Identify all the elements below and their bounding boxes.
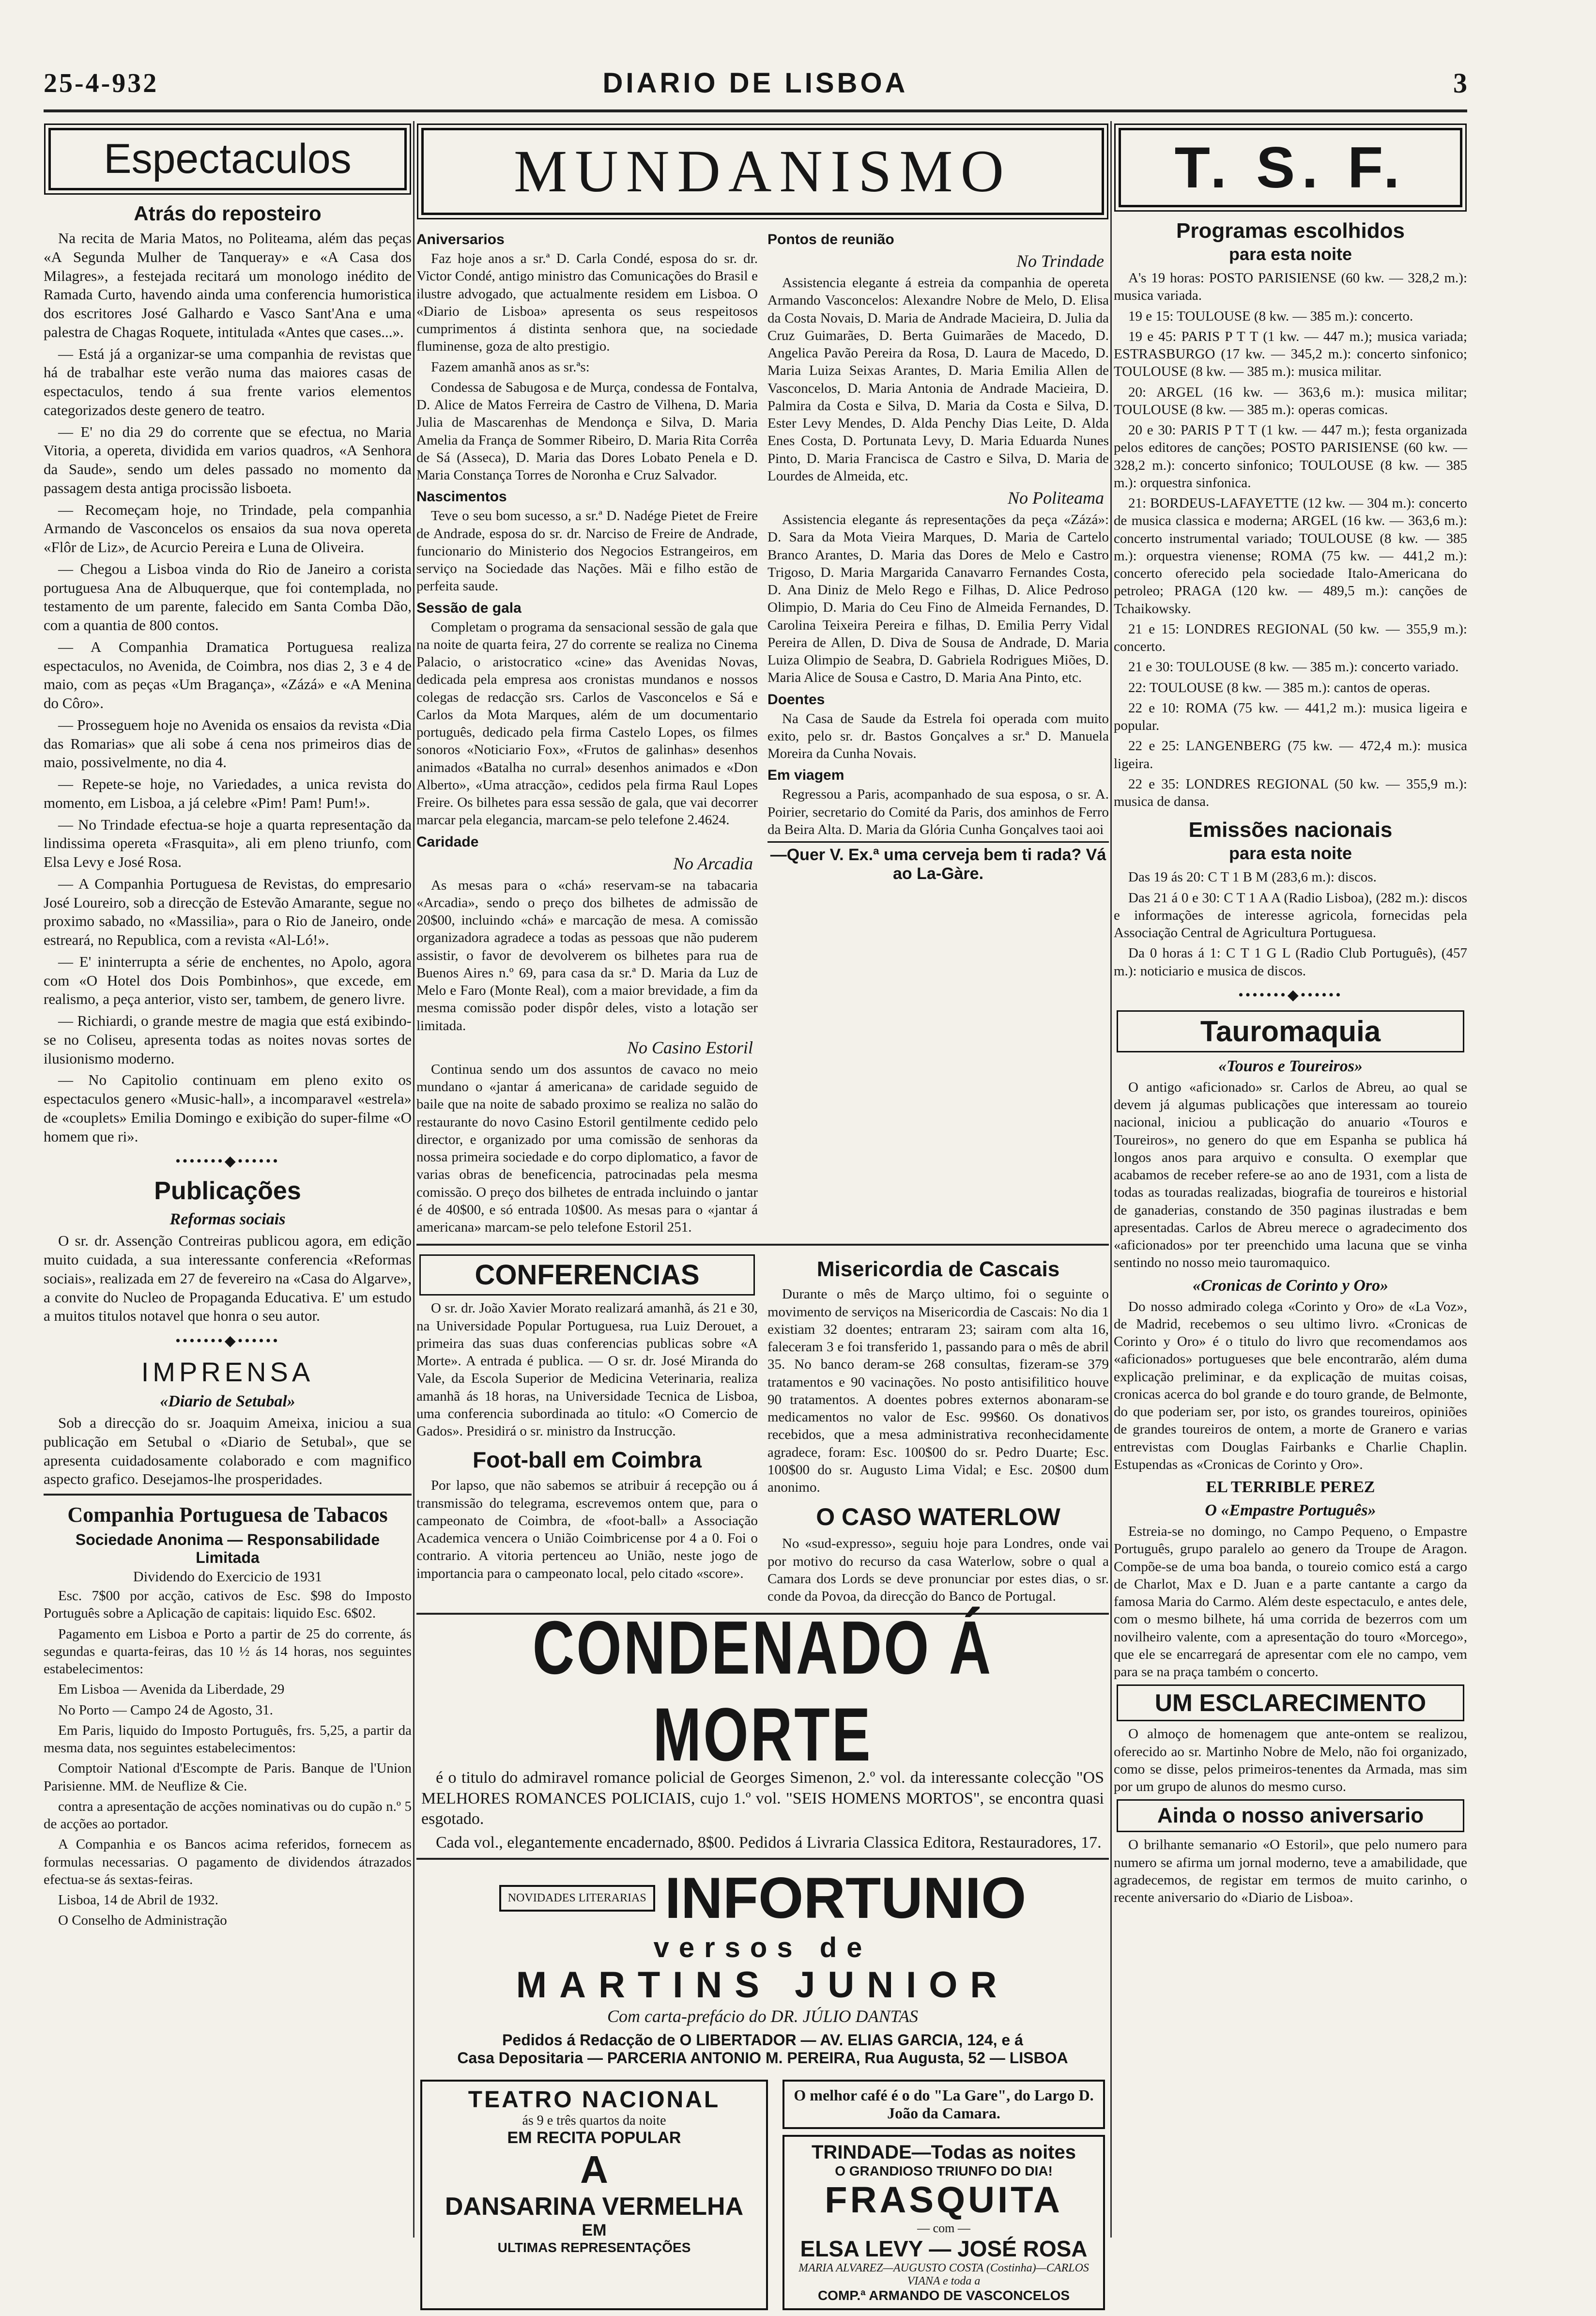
infortunio-tag: NOVIDADES LITERARIAS <box>499 1885 655 1912</box>
mundanismo-header: MUNDANISMO <box>421 128 1104 215</box>
paragraph: A Companhia e os Bancos acima referidos, fornecem as formulas necessarias. O pagamento de dividendos átrazados efectua-se ás sextas-feiras. <box>44 1837 412 1887</box>
gala-title: Sessão de gala <box>416 600 522 616</box>
trindade-location: No Trindade <box>1016 251 1104 271</box>
trindade-line2: O GRANDIOSO TRIUNFO DO DIA! <box>835 2163 1053 2179</box>
paragraph: — E' no dia 29 do corrente que se efectua, no Maria Vitoria, a opereta, dividida em varios quadros, «A Senhora da Saude», sendo um deles passado no momento da passagem desta antiga procissão lisboeta. <box>44 423 412 496</box>
trindade-title: FRASQUITA <box>825 2179 1063 2221</box>
nascimentos-text: Teve o seu bom sucesso, a sr.ª D. Nadége Pietet de Freire de Andrade, esposa do sr. dr. Narciso de Freire de Andrade, funcionario do Ministerio dos Negocios Estrangeiros, em serviço na Sociedade das Nações. Mãi e filho estão de perfeita saude. <box>416 508 758 594</box>
paragraph: Condessa de Sabugosa e de Murça, condessa de Fontalva, D. Alice de Matos Ferreira de Castro de Vilhena, D. Maria Julia de Mascarenhas de Mendonça e Silva, D. Maria Amelia da França de Sommer Ribeiro, D. Maria Rita Corrêa de Sá (Asseca), D. Maria das Dores Lobato Penela e D. Maria Constança Torres de Noronha e Cruz Salvador. <box>416 379 758 483</box>
trindade-comp: COMP.ª ARMANDO DE VASCONCELOS <box>817 2288 1070 2303</box>
cafe-ad: O melhor café é o do "La Gare", do Largo D. João da Camara. <box>783 2080 1105 2129</box>
tsf-sub: para esta noite <box>1228 244 1352 264</box>
espectaculos-header: Espectaculos <box>48 128 407 190</box>
paragraph: Comptoir National d'Escompte de Paris. Banque de l'Union Parisienne. MM. de Neuflize & Cie. <box>44 1760 412 1794</box>
misericordia-text: Durante o mês de Março ultimo, foi o seguinte o movimento de serviços na Misericordia de Cascais: No dia 1 existiam 32 doentes; entraram 23; sairam com alta 16, faleceram 3 e foi transferido 1, passando para o mês de abril 35. No banco deram-se 268 consultas, fizeram-se 379 tratamentos e 90 vacinações. No posto antisifilitico houve 90 tratamentos. A doentes pobres externos abonaram-se medicamentos no valor de Esc. 99$60. Os donativos recebidos, que a mesa administrativa reconhecidamente agradece, foram: Esc. 100$00 do sr. Pedro Duarte; Esc. 100$00 do sr. Augusto Lima Vidal; e Esc. 20$00 dum anonimo. <box>767 1286 1109 1495</box>
reuniao-title: Pontos de reunião <box>767 232 894 247</box>
politeama-location: No Politeama <box>1008 488 1104 508</box>
masthead-rule <box>44 109 1467 112</box>
waterloo-text: No «sud-expresso», seguiu hoje para Londres, onde vai por motivo do recurso da casa Waterlow, sobre o qual a Camara dos Lords se deve pronunciar por estes dias, o sr. conde da Povoa, da direcção do Banco de Portugal. <box>767 1536 1109 1604</box>
paragraph: Fazem amanhã anos as sr.ªs: <box>431 359 590 375</box>
paragraph: 22: TOULOUSE (8 kw. — 385 m.): cantos de operas. <box>1128 679 1430 695</box>
column-left <box>44 121 412 2238</box>
publicacoes-sub: Reformas sociais <box>169 1210 286 1229</box>
newspaper-title: DIARIO DE LISBOA <box>602 67 908 99</box>
paragraph: 19 e 15: TOULOUSE (8 kw. — 385 m.): concerto. <box>1128 308 1413 324</box>
caridade-location: No Arcadia <box>673 853 753 873</box>
paragraph: Esc. 7$00 por acção, cativos de Esc. $98 do Imposto Português sobre a Aplicação de capitais: liquido Esc. 6$02. <box>44 1588 412 1621</box>
tauromaquia-text2: Do nosso admirado colega «Corinto y Oro» de «La Voz», de Madrid, recebemos o seu ultimo livro. «Cronicas de Corinto y Oro» é o titulo do livro que recomendamos aos «aficionados» portugueses que bele encontrarão, além duma explicação preliminar, e da explicação de muitas coisas, cronicas acerca do bol grande e do touro grande, de Belmonte, do que poderiam ser, por isto, os grandes toureiros, opiniões de grandes toureiros de ontem, a morte de Granero e varias entrevistas com Douglas Fairbanks e Charlie Chaplin. Estupendas as «Cronicas de Corinto y Oro». <box>1114 1298 1467 1472</box>
infortunio-orders1: Pedidos á Redacção de O LIBERTADOR — AV. ELIAS GARCIA, 124, e á <box>502 2031 1023 2049</box>
teatro-title: TEATRO NACIONAL <box>468 2087 721 2113</box>
teatro-play: DANSARINA VERMELHA <box>445 2192 744 2221</box>
publicacoes-text: O sr. dr. Assenção Contreiras publicou agora, em edição muito cuidada, a sua interessante conferencia «Reformas sociais», realizada em 27 de fevereiro na «Casa do Algarve», a convite do Nucleo de Propaganda Educativa. E' um estudo a muitos titulos notavel que honra o seu autor. <box>44 1232 412 1325</box>
ornament-divider: •••••••◆•••••• <box>175 1333 280 1349</box>
paragraph: Das 19 ás 20: C T 1 B M (283,6 m.): discos. <box>1128 869 1377 885</box>
emissoes-title: Emissões nacionais <box>1188 818 1393 842</box>
paragraph: Da 0 horas á 1: C T 1 G L (Radio Club Português), (457 m.): noticiario e musica de discos. <box>1114 945 1467 979</box>
paragraph: — Está já a organizar-se uma companhia de revistas que há de trabalhar este verão numa das maiores casas de espectaculos, tendo á sua frente varios elementos categorizados deste genero de teatro. <box>44 345 412 418</box>
teatro-recita: EM RECITA POPULAR <box>507 2129 681 2147</box>
estoril-text: Continua sendo um dos assuntos de cavaco no meio mundano o «jantar á americana» de caridade seguido de baile que na noite de sabado proximo se realiza no salão do restaurante do novo Casino Estoril gentilmente cedido pelo director, e organizado por uma comissão de senhoras da nossa primeira sociedade e do corpo diplomatico, a favor de varias obras de beneficencia, patrocinadas pela mesma comissão. O preço dos bilhetes de entrada incluindo o jantar é de 40$00, e só entrada 10$00. As mesas para o «jantar á americana» marcam-se pelo telefone Estoril 251. <box>416 1061 758 1235</box>
gala-text: Completam o programa da sensacional sessão de gala que na noite de quarta feira, 27 do corrente se realiza no Cinema Palacio, o aristocratico «cine» das Avenidas Novas, dedicada pela empresa aos cronistas mundanos e nossos colegas de redacção srs. Carlos de Vasconcelos e Sá e Carlos da Mota Marques, além de um documentario português, dedicado pela firma Castelo Lopes, os filmes sonoros «Noticiario Fox», «Frutos de galinhas» desenhos animados «Batalha no curral» desenhos animados e «Don Alberto», «Uma atracção», cedidos pela firma Raul Lopes Freire. Os bilhetes para essa sessão de gala, que vai decorrer marcar pela elegancia, marcam-se pelo telefone 2.4624. <box>416 619 758 828</box>
paragraph: — A Companhia Portuguesa de Revistas, do empresario José Loureiro, sob a direcção de Estevão Amarante, segue no proximo sabado, no «Massilia», para o Rio de Janeiro, onde estreará, no Republica, com a revista «Al-Ló!». <box>44 875 412 948</box>
infortunio-versos: versos de <box>653 1932 872 1964</box>
column-divider <box>1110 121 1112 2238</box>
paragraph: 21: BORDEUS-LAFAYETTE (12 kw. — 304 m.): concerto de musica classica e moderna; ARGEL (16 kw. — 363,6 m.): concerto instrumental variado; TOULOUSE (8 kw. — 385 m.): orquestra vienense; ROMA (75 kw. — 441,2 m.): concerto oferecido pela sociedade Italo-Americana do petroleo; PRAGA (120 kw. — 489,5 m.): canções de Tchaikowsky. <box>1114 495 1467 617</box>
mundanismo-body <box>416 227 1109 1239</box>
paragraph: A's 19 horas: POSTO PARISIENSE (60 kw. — 328,2 m.): musica variada. <box>1114 270 1467 304</box>
tabacos-title: Companhia Portuguesa de Tabacos <box>67 1503 388 1527</box>
tsf-title: Programas escolhidos <box>1176 219 1405 243</box>
conferencias-title: CONFERENCIAS <box>419 1254 755 1296</box>
tabacos-notice <box>44 1502 412 1930</box>
condenado-ad <box>416 1606 1109 1853</box>
paragraph: Em Paris, liquido do Imposto Português, frs. 5,25, a partir da mesma data, nos seguintes estabelecimentos: <box>44 1722 412 1756</box>
paragraph: — Prosseguem hoje no Avenida os ensaios da revista «Dia das Romarias» que ali sobe á cena nos primeiros dias de maio, possivelmente, no dia 4. <box>44 716 412 771</box>
esclarecimento-text: O almoço de homenagem que ante-ontem se realizou, oferecido ao sr. Martinho Nobre de Melo, não foi organizado, como se disse, pelos primeiros-tenentes da Armada, mas sim por um grupo de alunos do mesmo curso. <box>1114 1726 1467 1794</box>
paragraph: 20 e 30: PARIS P T T (1 kw. — 447 m.); festa organizada pelos editores de canções; POSTO PARISIENSE (60 kw. — 328,2 m.): concerto sinfonico; TOULOUSE (8 kw. — 385 m.): orquestra sinfonica. <box>1114 422 1467 491</box>
tauromaquia-sub3: EL TERRIBLE PEREZ <box>1206 1478 1375 1496</box>
paragraph: 21 e 15: LONDRES REGIONAL (50 kw. — 355,9 m.): concerto. <box>1114 621 1467 654</box>
column-divider <box>413 121 414 2238</box>
paragraph: — E' ininterrupta a série de enchentes, no Apolo, agora com «O Hotel dos Dois Pombinhos», que excede, em realismo, a peça anterior, visto ser, tambem, de genero livre. <box>44 953 412 1008</box>
estoril-location: No Casino Estoril <box>627 1037 753 1057</box>
infortunio-author: MARTINS JUNIOR <box>516 1964 1010 2006</box>
trindade-com: — com — <box>917 2221 970 2236</box>
tauromaquia-sub2: «Cronicas de Corinto y Oro» <box>1192 1276 1389 1295</box>
trindade-text: Assistencia elegante á estreia da companhia de opereta Armando Vasconcelos: Alexandre Nobre de Melo, D. Elisa da Costa Novais, D. Maria de Andrade Macieira, D. Julia da Cruz Guimarães, D. Berta Guimarães de Macedo, D. Angelica Pavão Pereira da Rosa, D. Laura de Macedo, D. Maria Luiza Seixas Arantes, D. Maria Emilia Allen de Vasconcelos, D. Maria Antonia de Andrade Macieira, D. Palmira da Costa e Silva, D. Maria da Costa e Silva, D. Ester Levy Mendes, D. Alda Penchy Dias Leite, D. Alda Enes Costa, D. Portunata Levy, D. Maria Eduarda Nunes Pinto, D. Maria Francisca de Castro e Silva, D. Maria de Lourdes de Almeida, etc. <box>767 275 1109 484</box>
condenado-price: Cada vol., elegantemente encadernado, 8$00. Pedidos á Livraria Classica Editora, Restauradores, 17. <box>436 1833 1102 1852</box>
ornament-divider: •••••••◆•••••• <box>1238 987 1343 1003</box>
paragraph: Faz hoje anos a sr.ª D. Carla Condé, esposa do sr. dr. Victor Condé, antigo ministro das Comunicações do Brasil e ilustre advogado, que actualmente residem em Lisboa. O «Diario de Lisboa» apresenta os seus respeitosos cumprimentos á distinta senhora que, na sociedade fluminense, goza de alto prestigio. <box>416 251 758 355</box>
aniversario-text: O brilhante semanario «O Estoril», que pelo numero para numero se afirma um jornal moderno, teve a amabilidade, que agradecemos, de registar em termos de muito carinho, o recente aniversario do «Diario de Lisboa». <box>1114 1837 1467 1905</box>
column-center <box>416 121 1109 2303</box>
football-text: Por lapso, que não sabemos se atribuir á recepção ou á transmissão do telegrama, escrevemos ontem que, para o campeonato de Coimbra, de «foot-ball» a Associação Academica vencera o União Coimbricense por 4 a 0. Foi o contrario. A vitoria pertenceu ao União, neste jogo de importancia para o campeonato local, pelo citado «score». <box>416 1478 758 1581</box>
paragraph: 22 e 35: LONDRES REGIONAL (50 kw. — 355,9 m.): musica de dansa. <box>1114 776 1467 809</box>
paragraph: Lisboa, 14 de Abril de 1932. <box>58 1892 219 1908</box>
emissoes-sub: para esta noite <box>1228 843 1352 864</box>
paragraph: 19 e 45: PARIS P T T (1 kw. — 447 m.); musica variada; ESTRASBURGO (17 kw. — 345,2 m.): concerto sinfonico; TOULOUSE (8 kw. — 385 m.): musica militar. <box>1114 328 1467 380</box>
teatro-last: ULTIMAS REPRESENTAÇÕES <box>497 2240 691 2255</box>
imprensa-title: IMPRENSA <box>141 1357 314 1387</box>
trindade-ad <box>783 2135 1105 2310</box>
paragraph: Das 21 á 0 e 30: C T 1 A A (Radio Lisboa), (282 m.): discos e informações de interesse agricola, fornecidas pela Associação Central de Agricultura Portuguesa. <box>1114 890 1467 941</box>
paragraph: — A Companhia Dramatica Portuguesa realiza espectaculos, no Avenida, de Coimbra, nos dias 2, 3 e 4 de maio, com as peças «Um Bragança», «Zázá» e «A Menina do Côro». <box>44 638 412 711</box>
page-number: 3 <box>1453 67 1467 99</box>
tauromaquia-title: Tauromaquia <box>1117 1010 1464 1052</box>
cerveja-ad: —Quer V. Ex.ª uma cerveja bem ti rada? Vá ao La-Gàre. <box>767 841 1109 883</box>
imprensa-sub: «Diario de Setubal» <box>160 1392 295 1410</box>
teatro-time: ás 9 e três quartos da noite <box>522 2113 666 2129</box>
caridade-title: Caridade <box>416 834 479 850</box>
paragraph: 22 e 10: ROMA (75 kw. — 441,2 m.): musica ligeira e popular. <box>1114 700 1467 733</box>
paragraph: — No Capitolio continuam em pleno exito os espectaculos genero «Music-hall», a incomparavel «estrela» de «couplets» Emilia Domingo e exibição do super-filme «O homem que ri». <box>44 1071 412 1145</box>
waterloo-title: O CASO WATERLOW <box>816 1503 1060 1531</box>
publicacoes-title: Publicações <box>154 1177 301 1205</box>
football-title: Foot-ball em Coimbra <box>473 1447 702 1473</box>
tsf-header: T. S. F. <box>1119 128 1462 207</box>
tauromaquia-text3: Estreia-se no domingo, no Campo Pequeno, o Empastre Português, grupo paralelo ao genero da Troupe de Aragon. Compõe-se de uma boa banda, o toureio comico está a cargo de Charlot, Max e D. Juan e a parte cantante a cargo da famosa Maria do Carmo. Além deste espectaculo, e antes dele, com o mesmo bilhete, há uma corrida de bezerros com um novilheiro valente, com a apresentação do touro «Morcego», que ele se encarregará de apresentar com ele no campo, vem para se na praça também o concerto. <box>1114 1524 1467 1680</box>
paragraph: 20: ARGEL (16 kw. — 363,6 m.): musica militar; TOULOUSE (8 kw. — 385 m.): operas comicas. <box>1114 384 1467 417</box>
condenado-title: CONDENADO Á MORTE <box>532 1606 993 1777</box>
infortunio-ad <box>416 1865 1109 2067</box>
infortunio-orders2: Casa Depositaria — PARCERIA ANTONIO M. PEREIRA, Rua Augusta, 52 — LISBOA <box>457 2049 1068 2067</box>
paragraph: 21 e 30: TOULOUSE (8 kw. — 385 m.): concerto variado. <box>1128 659 1459 675</box>
politeama-text: Assistencia elegante ás representações da peça «Zázá»: D. Sara da Mota Vieira Marques, D. Maria de Cartelo Branco Arantes, D. Maria das Dores de Melo e Castro Trigoso, D. Maria Margarida Canavarro Fernandes Costa, D. Ana Diniz de Melo Rego e Filhas, D. Alice Pedroso Olimpio, D. Maria do Ceu Fino de Almeida Fernandes, D. Carolina Teixeira Pereira e filhas, D. Emilia Perry Vidal Pereira de Allen, D. Diva de Sousa de Andrade, D. Maria Luiza Olimpio de Seabra, D. Gabriela Rodrigues Miões, D. Maria Alice de Sousa e Castro, D. Maria Ana Pinto, etc. <box>767 512 1109 686</box>
paragraph: — Repete-se hoje, no Variedades, a unica revista do momento, em Lisboa, a já celebre «Pim! Pam! Pum!». <box>44 775 412 811</box>
esclarecimento-title: UM ESCLARECIMENTO <box>1117 1684 1464 1721</box>
paragraph: Pagamento em Lisboa e Porto a partir de 25 do corrente, ás segundas e quarta-feiras, das 10 ½ ás 14 horas, nos seguintes estabelecimentos: <box>44 1626 412 1677</box>
nascimentos-title: Nascimentos <box>416 489 507 505</box>
tauromaquia-text1: O antigo «aficionado» sr. Carlos de Abreu, ao qual se devem já algumas publicações que interessam ao toureio nacional, iniciou a publicação do anuario «Touros e Toureiros», no genero do que em Espanha se publica há longos anos para arquivo e consulta. O exemplar que acabamos de receber refere-se ao ano de 1931, com a lista de todas as touradas realizadas, biografia de toureiros e historial de ganaderias, constando de 350 paginas ilustradas e bem apresentadas. Carlos de Abreu merece o agradecimento dos «aficionados» por ter preenchido uma lacuna que se vinha sentindo no nosso meio tauromaquico. <box>1114 1079 1467 1271</box>
paragraph: 22 e 25: LANGENBERG (75 kw. — 472,4 m.): musica ligeira. <box>1114 738 1467 772</box>
doentes-title: Doentes <box>767 691 825 708</box>
condenado-text: é o titulo do admiravel romance policial de Georges Simenon, 2.º vol. da interessante colecção "OS MELHORES ROMANCES POLICIAIS, cujo 1.º vol. "SEIS HOMENS MORTOS", se encontra quasi esgotado. <box>421 1769 1104 1828</box>
paragraph: No Porto — Campo 24 de Agosto, 31. <box>58 1702 273 1718</box>
viagem-title: Em viagem <box>767 767 844 784</box>
conferencias-text: O sr. dr. João Xavier Morato realizará amanhã, ás 21 e 30, na Universidade Popular Portuguesa, rua Luiz Derouet, a primeira das suas duas conferencias publicas sobre «A Morte». A entrada é publica. — O sr. dr. José Miranda do Vale, da Escola Superior de Medicina Veterinaria, realiza amanhã ás 18 horas, na Universidade Tecnica de Lisboa, uma conferencia subordinada ao titulo: «O Comercio de Gados». Presidirá o sr. ministro da Instrucção. <box>416 1300 758 1439</box>
issue-date: 25-4-932 <box>44 68 159 98</box>
column-right <box>1114 121 1467 2238</box>
tauromaquia-sub1: «Touros e Toureiros» <box>1218 1057 1363 1075</box>
paragraph: contra a apresentação de acções nominativas ou do cupão n.º 5 de acções ao portador. <box>44 1798 412 1832</box>
espectaculos-article <box>44 229 412 1146</box>
paragraph: — Richiardi, o grande mestre de magia que está exibindo-se no Coliseu, apresenta todas as noites novas sortes de ilusionismo moderno. <box>44 1012 412 1067</box>
tabacos-sub: Sociedade Anonima — Responsabilidade Limitada <box>75 1531 380 1566</box>
caridade-text: As mesas para o «chá» reservam-se na tabacaria «Arcadia», sendo o preço dos bilhetes de admissão de 20$00, incluindo «chá» e marcação de mesa. A comissão organizadora agradece a todas as pessoas que não puderem assistir, o favor de devolverem os bilhetes para rua de Buenos Aires n.º 69, para casa da sr.ª D. Maria da Luz de Melo e Faro (Monte Real), com a maior brevidade, a fim da mesma comissão poder dispôr deles, visto a lotação ser limitada. <box>416 877 758 1034</box>
masthead <box>44 63 1467 102</box>
teatro-ad <box>420 2080 768 2310</box>
paragraph: Na recita de Maria Matos, no Politeama, além das peças «A Segunda Mulher de Tanqueray» e «A Casa dos Milagres», a festejada recitará um monologo inédito de Ramada Curto, havendo ainda uma conferencia humoristica dos escritores José Galhardo e Vasco Sant'Ana e uma palestra de Chagas Roquete, intitulada «Antes que cases...». <box>44 230 412 340</box>
paragraph: Em Lisboa — Avenida da Liberdade, 29 <box>58 1682 285 1698</box>
bottom-ads <box>416 2074 1109 2316</box>
imprensa-text: Sob a direcção do sr. Joaquim Ameixa, iniciou a sua publicação em Setubal o «Diario de Setubal», que se apresenta cuidadosamente colaborado e com magnifico aspecto grafico. Desejamos-lhe prosperidades. <box>44 1414 412 1488</box>
paragraph: — Recomeçam hoje, no Trindade, pela companhia Armando de Vasconcelos os ensaios da sua nova opereta «Flôr de Liz», de Acurcio Pereira e Luna de Oliveira. <box>44 501 412 556</box>
trindade-cast: ELSA LEVY — JOSÉ ROSA <box>800 2236 1088 2262</box>
doentes-text: Na Casa de Saude da Estrela foi operada com muito exito, pelo sr. dr. Bastos Gonçalves a sr.ª D. Manuela Moreira da Cunha Novais. <box>767 710 1109 761</box>
aniversarios-title: Aniversarios <box>416 232 505 247</box>
ornament-divider: •••••••◆•••••• <box>175 1153 280 1170</box>
viagem-text: Regressou a Paris, acompanhado de sua esposa, o sr. A. Poirier, secretario do Comité da Paris, dos aminhos de Ferro da Beira Alta. D. Maria da Glória Cunha Gonçalves taoi aoi <box>767 787 1109 837</box>
tauromaquia-sub4: O «Empastre Português» <box>1205 1501 1376 1519</box>
trindade-cast2: MARIA ALVAREZ—AUGUSTO COSTA (Costinha)—CARLOS VIANA e toda a <box>798 2262 1089 2288</box>
paragraph: O Conselho de Administração <box>58 1913 227 1929</box>
paragraph: — No Trindade efectua-se hoje a quarta representação da lindissima opereta «Frasquita», ali em pleno triunfo, com Elsa Levy e José Rosa. <box>44 816 412 870</box>
section-rule <box>416 1858 1109 1860</box>
misericordia-title: Misericordia de Cascais <box>816 1257 1060 1282</box>
paragraph: — Chegou a Lisboa vinda do Rio de Janeiro a corista portuguesa Ana de Albuquerque, que foi contemplada, no testamento de um parente, falecido em Santa Comba Dão, com a quantia de 800 contos. <box>44 560 412 633</box>
infortunio-title: INFORTUNIO <box>664 1866 1027 1931</box>
news-row <box>416 1251 1109 1608</box>
aniversario-title: Ainda o nosso aniversario <box>1117 1799 1464 1832</box>
tabacos-sub2: Dividendo do Exercicio de 1931 <box>133 1569 322 1585</box>
infortunio-preface: Com carta-prefácio do DR. JÚLIO DANTAS <box>607 2007 918 2026</box>
trindade-line1: TRINDADE—Todas as noites <box>812 2142 1076 2163</box>
teatro-a: A <box>580 2148 608 2192</box>
section-rule <box>416 1244 1109 1246</box>
teatro-em: EM <box>582 2221 607 2240</box>
section-rule <box>44 1494 412 1496</box>
espectaculos-section-title: Atrás do reposteiro <box>134 202 322 225</box>
